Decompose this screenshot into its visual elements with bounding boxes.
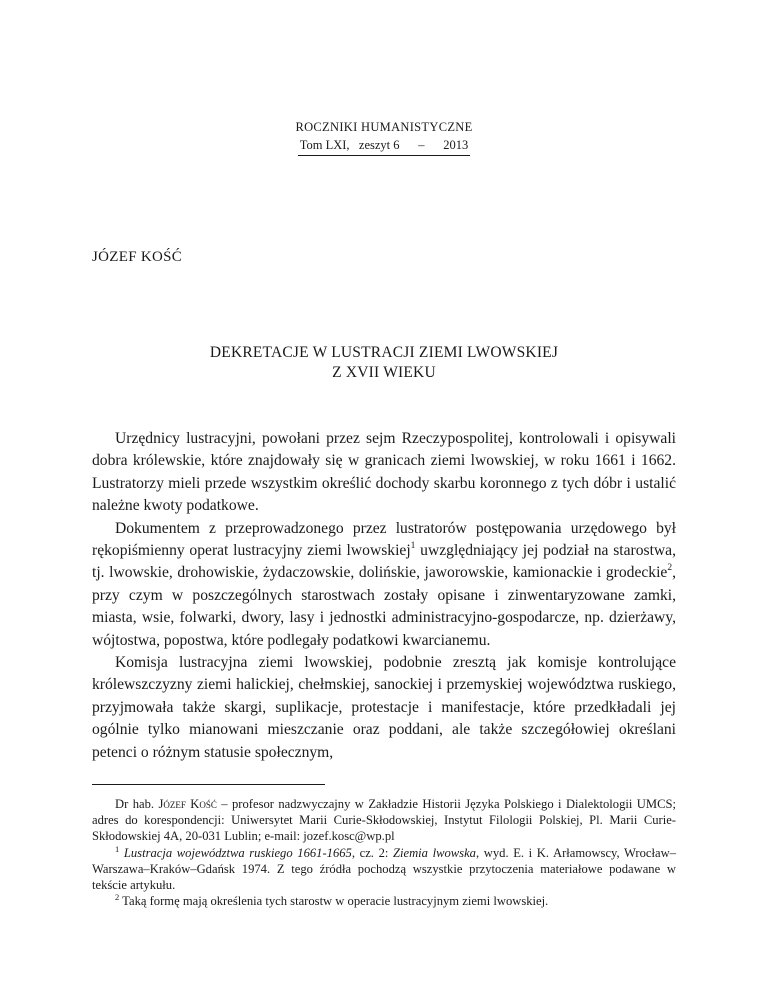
volume-year: 2013 [443, 138, 469, 152]
volume-zeszyt: zeszyt 6 [358, 138, 400, 152]
footnote-divider [92, 784, 325, 785]
journal-header [0, 118, 768, 156]
footnote-author-text: – profesor nadzwyczajny w Zakładzie Historii Języka Polskiego i Dialektologii UMCS; adres do korespondencji: Uniwersytet Marii Curie-Skłodowskiej, Instytut Filologii Polskiej, Pl. Marii Curie-Skłodowskiej 4A, 20-031 Lublin; e-mail: jozef.kosc@wp.pl [92, 797, 677, 844]
footnote-1-part-title: Ziemia lwowska [392, 845, 476, 860]
paragraph-2-part-c: , przy czym w poszczególnych starostwach zostały opisane i zinwentaryzowane zamki, miasta, wsie, folwarki, dwory, lasy i jednostki administracyjno-gospodarcze, np. dzierżawy, wójtostwa, popostwa, które podlegały podatkowi kwarcianemu. [92, 564, 676, 649]
footnote-ref-1[interactable]: 1 [410, 540, 416, 551]
paragraph-1: Urzędnicy lustracyjni, powołani przez sejm Rzeczypospolitej, kontrolowali i opisywali dobra królewskie, które znajdowały się w granicach ziemi lwowskiej, w roku 1661 i 1662. Lustratorzy mieli przede wszystkim określić dochody skarbu koronnego z tych dóbr i ustalić należne kwoty podatkowe. [92, 430, 676, 515]
title-line-1: DEKRETACJE W LUSTRACJI ZIEMI LWOWSKIEJ [209, 344, 559, 361]
footnote-1-text: , wyd. E. i K. Arłamowscy, Wrocław–Warszawa–Kraków–Gdańsk 1974. Z tego źródła pochodzą wszystkie przytoczenia materiałowe podawane w tekście artykułu. [92, 845, 676, 893]
paragraph-2-part-b: uwzględniający jej podział na starostwa, tj. lwowskie, drohowiskie, żydaczowskie, dolińskie, jaworowskie, kamionackie i grodeckie [92, 542, 677, 582]
footnote-1-mid: , cz. 2: [351, 845, 393, 860]
footnote-1-source-title: Lustracja województwa ruskiego 1661-1665 [123, 845, 352, 860]
paragraph-2-part-a: Dokumentem z przeprowadzonego przez lustratorów postępowania urzędowego był rękopiśmienny operat lustracyjny ziemi lwowskiej [92, 519, 676, 560]
footnotes [92, 796, 676, 909]
footnote-author-prefix: Dr hab. [115, 797, 159, 811]
footnote-author-name: Józef Kość [158, 797, 217, 811]
author-name: JÓZEF KOŚĆ [92, 249, 183, 265]
article-body [92, 428, 676, 764]
footnote-2-number: 2 [115, 892, 120, 903]
footnote-2-text: Taką formę mają określenia tych starostw w operacie lustracyjnym ziemi lwowskiej. [119, 894, 549, 909]
footnote-1-number: 1 [115, 843, 120, 854]
volume-tom: Tom LXI, [299, 138, 350, 152]
volume-line [298, 136, 471, 156]
paragraph-2 [92, 518, 676, 652]
title-line-2: Z XVII WIEKU [332, 364, 436, 381]
footnote-author [92, 796, 676, 845]
footnote-ref-2[interactable]: 2 [667, 563, 673, 574]
footnote-2 [92, 893, 676, 909]
volume-dash: – [418, 138, 425, 152]
paragraph-3: Komisja lustracyjna ziemi lwowskiej, podobnie zresztą jak komisje kontrolujące królewszczyzny ziemi halickiej, chełmskiej, sanockiej i przemyskiej województwa ruskiego, przyjmowała także skargi, suplikacje, protestacje i manifestacje, które przedkładali jej ogólnie tylko mianowani mieszczanie oraz poddani, ale także szczegółowiej określani petenci o różnym statusie społecznym, [92, 654, 676, 761]
footnote-1 [92, 845, 676, 894]
journal-title: ROCZNIKI HUMANISTYCZNE [295, 120, 473, 134]
article-title [0, 343, 768, 383]
